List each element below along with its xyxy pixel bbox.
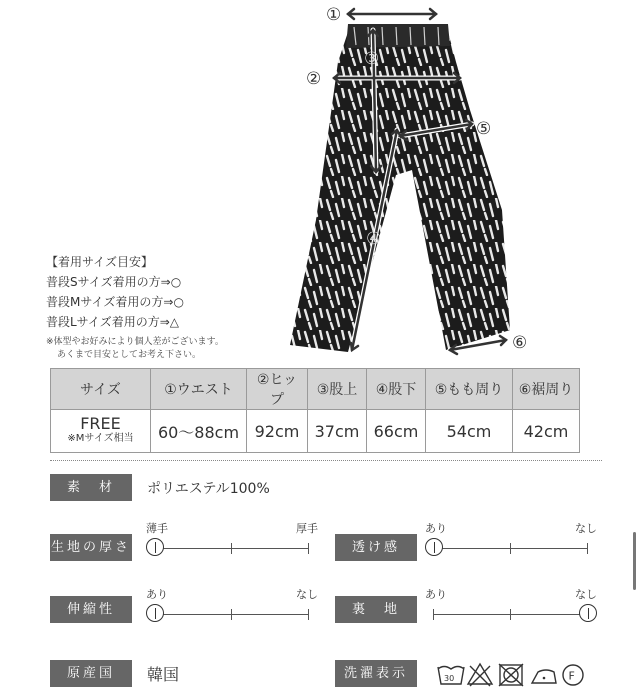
size-note	[46, 336, 224, 362]
size-guide	[46, 252, 184, 332]
size-guide-line: 普段Mサイズ着用の方⇒○	[46, 295, 184, 309]
scale-marker	[146, 604, 164, 622]
thigh-value: 54cm	[426, 410, 513, 453]
laundry-symbols	[436, 660, 586, 690]
svg-text:F: F	[568, 669, 575, 683]
rise-value: 37cm	[308, 410, 367, 453]
scale-right-label: なし	[296, 588, 318, 601]
inseam-value: 66cm	[367, 410, 426, 453]
marker-5: ⑤	[476, 119, 492, 139]
size-table-header	[51, 369, 580, 410]
sheer-label: 透け感	[335, 534, 417, 561]
size-guide-title: 【着用サイズ目安】	[46, 255, 154, 269]
scale-tick	[587, 543, 588, 554]
scale-tick	[510, 609, 511, 620]
header-waist: ①ウエスト	[151, 369, 247, 410]
size-note-label: ※Mサイズ相当	[67, 433, 134, 444]
scale-right-label: なし	[575, 522, 597, 535]
stretch-scale	[146, 586, 318, 626]
size-table	[50, 368, 580, 453]
scale-line	[155, 614, 309, 615]
scale-line	[155, 548, 309, 549]
scale-tick	[510, 543, 511, 554]
pants-diagram	[280, 0, 540, 365]
scale-left-label: あり	[146, 588, 168, 601]
header-hip: ②ヒップ	[247, 369, 308, 410]
table-row	[51, 410, 580, 453]
wash-30-icon	[438, 667, 464, 685]
size-guide-line: 普段Sサイズ着用の方⇒○	[46, 275, 182, 289]
scale-left-label: あり	[425, 522, 447, 535]
marker-3: ③	[364, 49, 380, 69]
header-rise: ③股上	[308, 369, 367, 410]
svg-text:30: 30	[444, 674, 455, 683]
laundry-label: 洗濯表示	[335, 660, 417, 687]
divider	[50, 460, 602, 461]
scale-tick	[433, 609, 434, 620]
scale-line	[434, 548, 588, 549]
note-line-2: あくまで目安としてお考え下さい。	[57, 350, 202, 360]
thickness-label: 生地の厚さ	[50, 534, 132, 561]
material-value: ポリエステル100%	[147, 481, 270, 497]
scrollbar[interactable]	[633, 532, 636, 590]
header-hem: ⑥裾周り	[513, 369, 580, 410]
scale-left-label: あり	[425, 588, 447, 601]
no-bleach-icon	[468, 664, 492, 686]
material-label: 素 材	[50, 474, 132, 501]
header-thigh: ⑤もも周り	[426, 369, 513, 410]
marker-4: ④	[366, 229, 382, 249]
lining-scale	[425, 586, 597, 626]
marker-6: ⑥	[512, 333, 528, 353]
lining-label: 裏 地	[335, 596, 417, 623]
header-size: サイズ	[51, 369, 151, 410]
scale-tick	[308, 609, 309, 620]
scale-right-label: なし	[575, 588, 597, 601]
hem-value: 42cm	[513, 410, 580, 453]
size-guide-line: 普段Lサイズ着用の方⇒△	[46, 315, 180, 329]
dry-clean-f-icon	[563, 665, 583, 685]
scale-marker	[579, 604, 597, 622]
thickness-scale	[146, 520, 318, 560]
scale-line	[434, 614, 588, 615]
stretch-label: 伸縮性	[50, 596, 132, 623]
marker-1: ①	[326, 5, 342, 25]
scale-marker	[425, 538, 443, 556]
size-cell	[51, 410, 151, 453]
size-name: FREE	[80, 414, 121, 433]
header-inseam: ④股下	[367, 369, 426, 410]
waist-value: 60〜88cm	[151, 410, 247, 453]
hip-value: 92cm	[247, 410, 308, 453]
iron-low-icon	[532, 670, 556, 683]
no-tumble-dry-icon	[499, 664, 523, 686]
scale-tick	[308, 543, 309, 554]
scale-tick	[231, 543, 232, 554]
note-line-1: ※体型やお好みにより個人差がございます。	[46, 337, 224, 347]
scale-tick	[231, 609, 232, 620]
scale-right-label: 厚手	[296, 522, 318, 535]
scale-marker	[146, 538, 164, 556]
origin-label: 原産国	[50, 660, 132, 687]
marker-2: ②	[306, 69, 322, 89]
origin-value: 韓国	[147, 665, 180, 684]
scale-left-label: 薄手	[146, 522, 168, 535]
sheer-scale	[425, 520, 597, 560]
